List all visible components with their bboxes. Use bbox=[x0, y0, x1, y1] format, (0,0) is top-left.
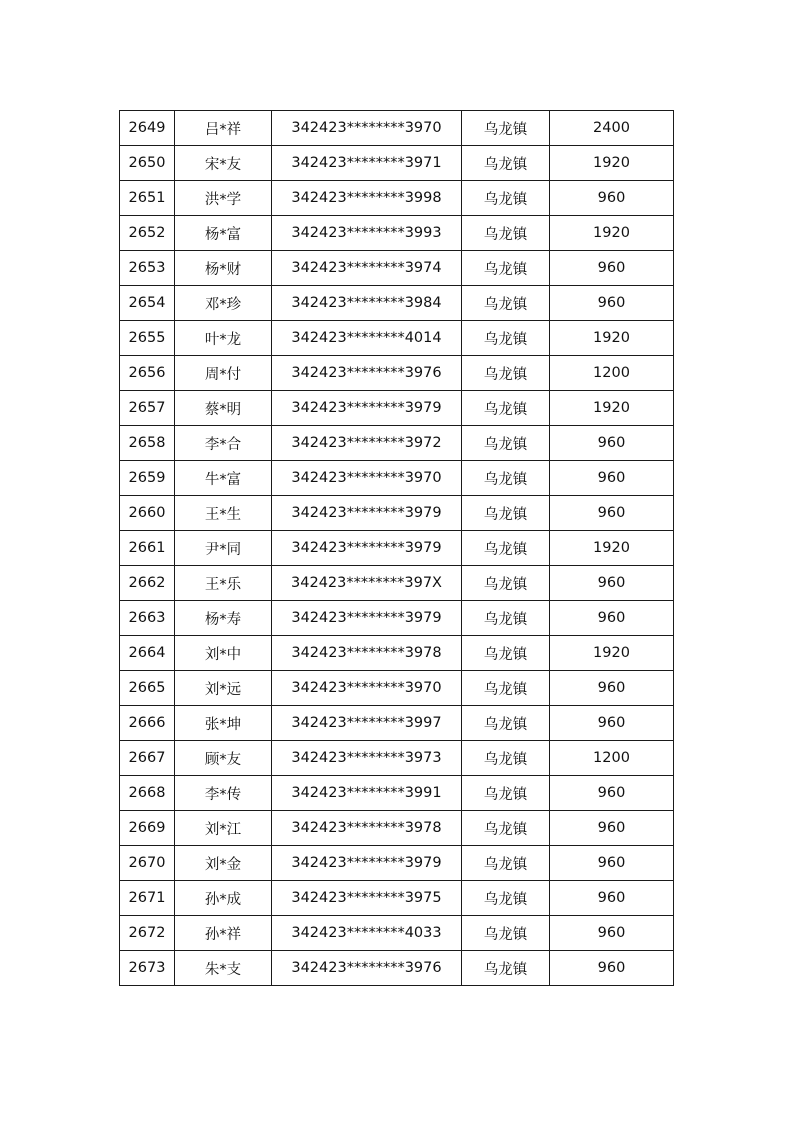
amount-cell: 960 bbox=[550, 916, 674, 951]
town-cell: 乌龙镇 bbox=[462, 916, 550, 951]
id-number-cell: 342423********3997 bbox=[272, 706, 462, 741]
name-cell: 吕*祥 bbox=[175, 111, 272, 146]
serial-number-cell: 2660 bbox=[120, 496, 175, 531]
id-number-cell: 342423********3975 bbox=[272, 881, 462, 916]
id-number-cell: 342423********3979 bbox=[272, 601, 462, 636]
id-number-cell: 342423********3978 bbox=[272, 636, 462, 671]
serial-number-cell: 2673 bbox=[120, 951, 175, 986]
serial-number-cell: 2654 bbox=[120, 286, 175, 321]
town-cell: 乌龙镇 bbox=[462, 146, 550, 181]
town-cell: 乌龙镇 bbox=[462, 251, 550, 286]
table-row bbox=[120, 566, 674, 601]
amount-cell: 960 bbox=[550, 811, 674, 846]
id-number-cell: 342423********3984 bbox=[272, 286, 462, 321]
table-row bbox=[120, 811, 674, 846]
name-cell: 尹*同 bbox=[175, 531, 272, 566]
amount-cell: 960 bbox=[550, 846, 674, 881]
serial-number-cell: 2663 bbox=[120, 601, 175, 636]
amount-cell: 1920 bbox=[550, 321, 674, 356]
table-row bbox=[120, 741, 674, 776]
name-cell: 邓*珍 bbox=[175, 286, 272, 321]
table-row bbox=[120, 636, 674, 671]
amount-cell: 2400 bbox=[550, 111, 674, 146]
name-cell: 杨*富 bbox=[175, 216, 272, 251]
serial-number-cell: 2656 bbox=[120, 356, 175, 391]
id-number-cell: 342423********3970 bbox=[272, 461, 462, 496]
town-cell: 乌龙镇 bbox=[462, 671, 550, 706]
name-cell: 王*生 bbox=[175, 496, 272, 531]
amount-cell: 960 bbox=[550, 461, 674, 496]
id-number-cell: 342423********3979 bbox=[272, 846, 462, 881]
name-cell: 杨*财 bbox=[175, 251, 272, 286]
serial-number-cell: 2669 bbox=[120, 811, 175, 846]
table-row bbox=[120, 916, 674, 951]
amount-cell: 1200 bbox=[550, 741, 674, 776]
id-number-cell: 342423********3974 bbox=[272, 251, 462, 286]
name-cell: 朱*支 bbox=[175, 951, 272, 986]
amount-cell: 960 bbox=[550, 496, 674, 531]
table-row bbox=[120, 601, 674, 636]
table-row bbox=[120, 496, 674, 531]
serial-number-cell: 2672 bbox=[120, 916, 175, 951]
amount-cell: 960 bbox=[550, 181, 674, 216]
serial-number-cell: 2664 bbox=[120, 636, 175, 671]
name-cell: 李*传 bbox=[175, 776, 272, 811]
town-cell: 乌龙镇 bbox=[462, 601, 550, 636]
serial-number-cell: 2665 bbox=[120, 671, 175, 706]
name-cell: 蔡*明 bbox=[175, 391, 272, 426]
town-cell: 乌龙镇 bbox=[462, 356, 550, 391]
town-cell: 乌龙镇 bbox=[462, 321, 550, 356]
amount-cell: 960 bbox=[550, 951, 674, 986]
town-cell: 乌龙镇 bbox=[462, 636, 550, 671]
serial-number-cell: 2649 bbox=[120, 111, 175, 146]
serial-number-cell: 2652 bbox=[120, 216, 175, 251]
serial-number-cell: 2671 bbox=[120, 881, 175, 916]
name-cell: 杨*寿 bbox=[175, 601, 272, 636]
serial-number-cell: 2653 bbox=[120, 251, 175, 286]
serial-number-cell: 2668 bbox=[120, 776, 175, 811]
id-number-cell: 342423********3979 bbox=[272, 531, 462, 566]
name-cell: 牛*富 bbox=[175, 461, 272, 496]
town-cell: 乌龙镇 bbox=[462, 741, 550, 776]
table-row bbox=[120, 356, 674, 391]
name-cell: 周*付 bbox=[175, 356, 272, 391]
serial-number-cell: 2662 bbox=[120, 566, 175, 601]
name-cell: 王*乐 bbox=[175, 566, 272, 601]
town-cell: 乌龙镇 bbox=[462, 391, 550, 426]
amount-cell: 960 bbox=[550, 566, 674, 601]
amount-cell: 960 bbox=[550, 251, 674, 286]
serial-number-cell: 2667 bbox=[120, 741, 175, 776]
table-row bbox=[120, 286, 674, 321]
serial-number-cell: 2657 bbox=[120, 391, 175, 426]
table-row bbox=[120, 706, 674, 741]
table-row bbox=[120, 426, 674, 461]
name-cell: 刘*金 bbox=[175, 846, 272, 881]
id-number-cell: 342423********3971 bbox=[272, 146, 462, 181]
table-row bbox=[120, 391, 674, 426]
town-cell: 乌龙镇 bbox=[462, 846, 550, 881]
table-row bbox=[120, 181, 674, 216]
table-row bbox=[120, 146, 674, 181]
amount-cell: 960 bbox=[550, 706, 674, 741]
id-number-cell: 342423********4033 bbox=[272, 916, 462, 951]
id-number-cell: 342423********3993 bbox=[272, 216, 462, 251]
id-number-cell: 342423********3979 bbox=[272, 391, 462, 426]
amount-cell: 960 bbox=[550, 776, 674, 811]
name-cell: 张*坤 bbox=[175, 706, 272, 741]
name-cell: 叶*龙 bbox=[175, 321, 272, 356]
subsidy-roster-table bbox=[119, 110, 674, 986]
town-cell: 乌龙镇 bbox=[462, 706, 550, 741]
amount-cell: 1920 bbox=[550, 636, 674, 671]
id-number-cell: 342423********3979 bbox=[272, 496, 462, 531]
town-cell: 乌龙镇 bbox=[462, 776, 550, 811]
table-row bbox=[120, 776, 674, 811]
serial-number-cell: 2670 bbox=[120, 846, 175, 881]
table-row bbox=[120, 321, 674, 356]
id-number-cell: 342423********4014 bbox=[272, 321, 462, 356]
name-cell: 刘*江 bbox=[175, 811, 272, 846]
table-row bbox=[120, 846, 674, 881]
amount-cell: 1920 bbox=[550, 146, 674, 181]
town-cell: 乌龙镇 bbox=[462, 566, 550, 601]
name-cell: 孙*成 bbox=[175, 881, 272, 916]
table-row bbox=[120, 531, 674, 566]
town-cell: 乌龙镇 bbox=[462, 881, 550, 916]
table-row bbox=[120, 461, 674, 496]
amount-cell: 1920 bbox=[550, 216, 674, 251]
serial-number-cell: 2650 bbox=[120, 146, 175, 181]
roster-table-body bbox=[120, 111, 674, 986]
table-row bbox=[120, 951, 674, 986]
amount-cell: 1200 bbox=[550, 356, 674, 391]
table-row bbox=[120, 251, 674, 286]
amount-cell: 1920 bbox=[550, 531, 674, 566]
serial-number-cell: 2651 bbox=[120, 181, 175, 216]
town-cell: 乌龙镇 bbox=[462, 111, 550, 146]
serial-number-cell: 2659 bbox=[120, 461, 175, 496]
id-number-cell: 342423********3970 bbox=[272, 671, 462, 706]
id-number-cell: 342423********3976 bbox=[272, 951, 462, 986]
name-cell: 宋*友 bbox=[175, 146, 272, 181]
amount-cell: 960 bbox=[550, 671, 674, 706]
amount-cell: 1920 bbox=[550, 391, 674, 426]
serial-number-cell: 2658 bbox=[120, 426, 175, 461]
name-cell: 顾*友 bbox=[175, 741, 272, 776]
amount-cell: 960 bbox=[550, 286, 674, 321]
town-cell: 乌龙镇 bbox=[462, 531, 550, 566]
town-cell: 乌龙镇 bbox=[462, 181, 550, 216]
town-cell: 乌龙镇 bbox=[462, 426, 550, 461]
serial-number-cell: 2666 bbox=[120, 706, 175, 741]
id-number-cell: 342423********397X bbox=[272, 566, 462, 601]
id-number-cell: 342423********3970 bbox=[272, 111, 462, 146]
amount-cell: 960 bbox=[550, 426, 674, 461]
name-cell: 洪*学 bbox=[175, 181, 272, 216]
id-number-cell: 342423********3991 bbox=[272, 776, 462, 811]
town-cell: 乌龙镇 bbox=[462, 216, 550, 251]
name-cell: 刘*中 bbox=[175, 636, 272, 671]
serial-number-cell: 2655 bbox=[120, 321, 175, 356]
name-cell: 李*合 bbox=[175, 426, 272, 461]
table-row bbox=[120, 216, 674, 251]
id-number-cell: 342423********3976 bbox=[272, 356, 462, 391]
id-number-cell: 342423********3972 bbox=[272, 426, 462, 461]
town-cell: 乌龙镇 bbox=[462, 286, 550, 321]
id-number-cell: 342423********3998 bbox=[272, 181, 462, 216]
table-row bbox=[120, 881, 674, 916]
town-cell: 乌龙镇 bbox=[462, 496, 550, 531]
town-cell: 乌龙镇 bbox=[462, 461, 550, 496]
table-row bbox=[120, 671, 674, 706]
town-cell: 乌龙镇 bbox=[462, 811, 550, 846]
name-cell: 刘*远 bbox=[175, 671, 272, 706]
amount-cell: 960 bbox=[550, 881, 674, 916]
serial-number-cell: 2661 bbox=[120, 531, 175, 566]
table-row bbox=[120, 111, 674, 146]
amount-cell: 960 bbox=[550, 601, 674, 636]
id-number-cell: 342423********3973 bbox=[272, 741, 462, 776]
id-number-cell: 342423********3978 bbox=[272, 811, 462, 846]
name-cell: 孙*祥 bbox=[175, 916, 272, 951]
town-cell: 乌龙镇 bbox=[462, 951, 550, 986]
